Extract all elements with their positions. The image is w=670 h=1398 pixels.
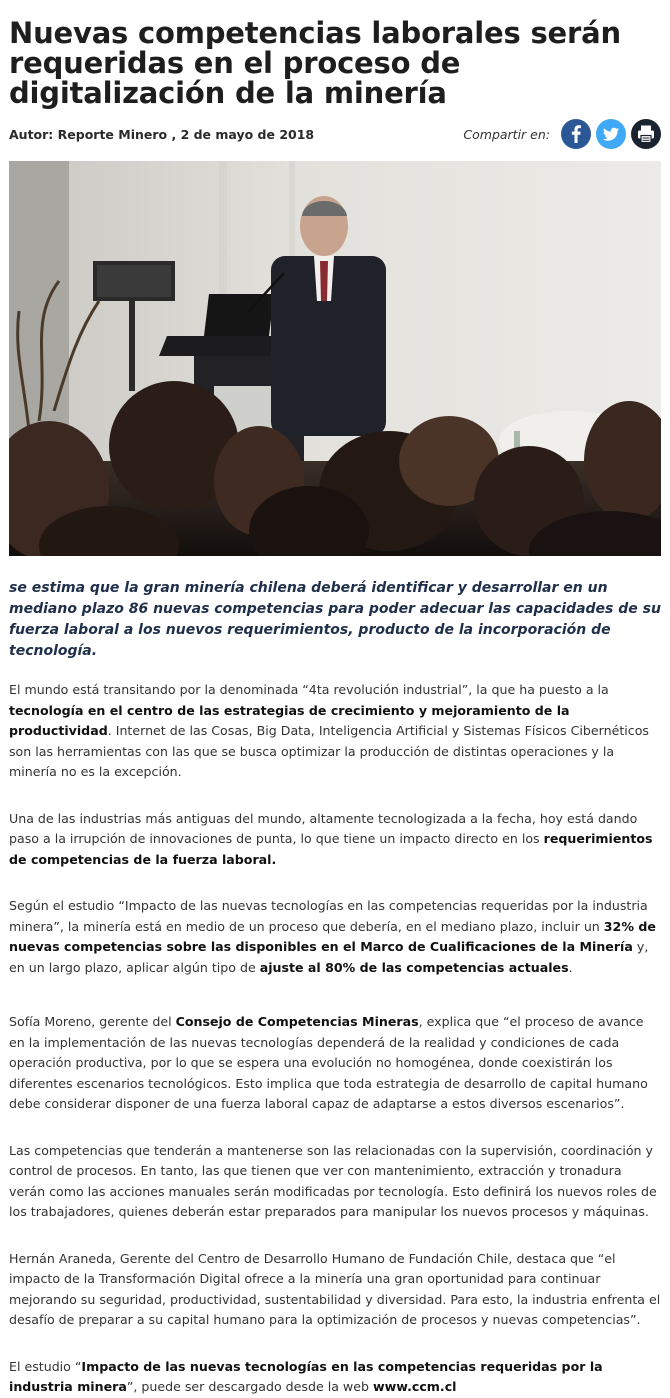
byline: Autor: Reporte Minero , 2 de mayo de 2018 (9, 126, 315, 142)
paragraph-7 (9, 1357, 661, 1398)
paragraph-4 (9, 1012, 661, 1115)
article (0, 18, 670, 1398)
text: El mundo está transitando por la denominada “4ta revolución industrial”, la que ha puesto a la (9, 682, 609, 697)
article-photo (9, 161, 661, 556)
text: . Internet de las Cosas, Big Data, Inteligencia Artificial y Sistemas Físicos Cibernéticos son las herramientas con las que se busca optimizar la producción de distintas operaciones y la minería no es la excepción. (9, 723, 649, 779)
share-bar (463, 119, 661, 149)
text: El estudio “ (9, 1358, 82, 1374)
ccm-link[interactable]: www.ccm.cl (372, 1379, 457, 1394)
article-title: Nuevas competencias laborales serán requeridas en el proceso de digitalización de la minería (9, 16, 621, 110)
text: y, en un largo plazo, aplicar algún tipo de (9, 939, 649, 975)
text-bold: requerimientos de competencias de la fuerza laboral. (9, 831, 653, 867)
paragraph-2 (9, 809, 661, 871)
text: ”, puede ser descargado desde la web (126, 1379, 373, 1394)
paragraph-6: Hernán Araneda, Gerente del Centro de Desarrollo Humano de Fundación Chile, destaca que “el impacto de la Transformación Digital ofrece a la minería una gran oportunidad para continuar mejorando su seguridad, productividad, sustentabilidad y diversidad. Para esto, la industria enfrenta el desafío de preparar a su capital humano para la optimización de procesos y nuevas competencias”. (9, 1250, 661, 1327)
print-icon (631, 119, 661, 149)
print-button[interactable] (631, 119, 661, 149)
text: . (568, 959, 573, 975)
paragraph-1 (9, 680, 661, 783)
twitter-icon (596, 119, 626, 149)
text-bold: tecnología en el centro de las estrategias de crecimiento y mejoramiento de la productividad (9, 702, 570, 738)
article-meta (9, 114, 661, 154)
text: , explica que “el proceso de avance en la implementación de las nuevas tecnologías dependerá de la realidad y condiciones de cada operación productiva, por lo que se espera una evolución no homogénea, donde coexistirán los diferentes escenarios tecnológicos. Esto implica que toda estrategia de desarrollo de capital humano debe considerar disponer de una fuerza laboral capaz de adaptarse a estos diversos escenarios”. (9, 1014, 648, 1111)
twitter-share-button[interactable] (596, 119, 626, 149)
text-bold: 32% de nuevas competencias sobre las disponibles en el Marco de Cualificaciones de la Minería (9, 918, 656, 954)
facebook-icon (561, 119, 591, 149)
article-lead: se estima que la gran minería chilena deberá identificar y desarrollar en un mediano plazo 86 nuevas competencias para poder adecuar las capacidades de su fuerza laboral a los nuevos requerimientos, producto de la incorporación de tecnología. (9, 580, 661, 659)
text-bold: ajuste al 80% de las competencias actuales (259, 959, 569, 975)
paragraph-3 (9, 896, 661, 978)
text: Sofía Moreno, gerente del (9, 1014, 176, 1029)
facebook-share-button[interactable] (561, 119, 591, 149)
text: Según el estudio “Impacto de las nuevas tecnologías en las competencias requeridas por la industria minera”, la minería está en medio de un proceso que debería, en el mediano plazo, incluir un (9, 898, 648, 934)
paragraph-5: Las competencias que tenderán a mantenerse son las relacionadas con la supervisión, coordinación y control de procesos. En tanto, las que tienen que ver con mantenimiento, extracción y tronadura verán como las acciones manuales serán modificadas por tecnología. Esto definirá los nuevos roles de los trabajadores, quienes deberán estar preparados para manipular los nuevos procesos y máquinas. (9, 1142, 657, 1219)
text-bold: Consejo de Competencias Mineras (175, 1014, 419, 1029)
text-bold: Impacto de las nuevas tecnologías en las competencias requeridas por la industria minera (9, 1358, 603, 1394)
share-label: Compartir en: (463, 126, 550, 142)
text: Una de las industrias más antiguas del mundo, altamente tecnologizada a la fecha, hoy está dando paso a la irrupción de innovaciones de punta, lo que tiene un impacto directo en los (9, 810, 638, 846)
